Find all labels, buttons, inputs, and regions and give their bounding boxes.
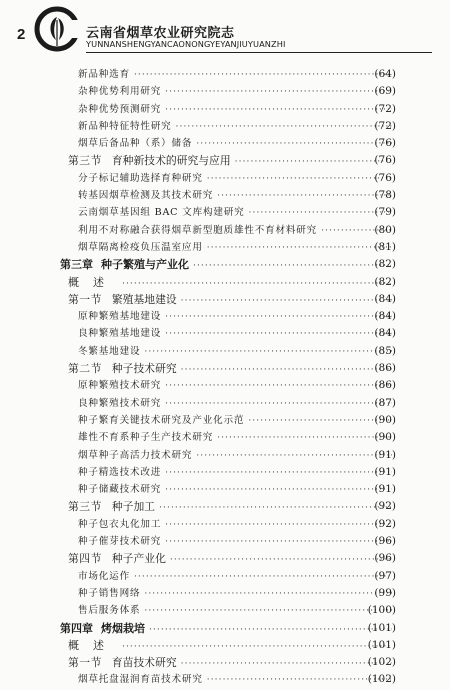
toc-entry-title: 烟草种子高活力技术研究 [78, 449, 193, 461]
dot-leader [165, 465, 392, 482]
toc-entry-page: ( 87 ) [374, 395, 396, 412]
toc-entry-title: 育种新技术的研究与应用 [111, 154, 231, 168]
toc-entry-title: 市场化运作 [78, 570, 130, 582]
toc-entry-number: 第一节 [68, 656, 102, 670]
dot-leader [165, 482, 392, 499]
toc-entry-page: ( 84 ) [374, 291, 396, 308]
toc-entry-title: 种子包衣丸化加工 [78, 518, 162, 530]
toc-entry-page: ( 76 ) [374, 135, 396, 152]
toc-entry-page: ( 90 ) [374, 429, 396, 446]
toc-entry-page: ( 86 ) [374, 360, 396, 377]
toc-overview [0, 637, 450, 654]
toc-entry-number: 第三章 [60, 258, 93, 272]
toc-item [0, 308, 450, 325]
toc-entry-number: 第三节 [68, 154, 102, 168]
dot-leader [207, 171, 392, 188]
toc-section [0, 498, 450, 515]
toc-entry-title: 种子销售网络 [78, 587, 141, 599]
toc-entry-title: 新品种特征特性研究 [78, 120, 172, 132]
toc-item [0, 118, 450, 135]
toc-entry-title: 种子产业化 [111, 552, 166, 566]
toc-entry-title: 良种繁殖技术研究 [78, 397, 162, 409]
toc-chapter [0, 620, 450, 637]
toc-entry-title: 种子催芽技术研究 [78, 536, 162, 548]
dot-leader [144, 586, 392, 603]
toc-entry-number: 第一节 [68, 292, 102, 306]
toc-entry-page: ( 80 ) [374, 222, 396, 239]
dot-leader [144, 603, 392, 620]
toc-entry-page: ( 96 ) [374, 550, 396, 567]
toc-entry-title: 繁殖基地建设 [111, 292, 177, 306]
dot-leader [176, 119, 392, 136]
toc-item [0, 343, 450, 360]
toc-item [0, 516, 450, 533]
toc-section [0, 291, 450, 308]
toc-entry-number: 第三节 [68, 500, 102, 514]
institute-name-cn: 云南省烟草农业研究院志 [86, 26, 235, 41]
toc-entry-title: 烤烟栽培 [101, 621, 145, 635]
toc-entry-page: ( 91 ) [374, 464, 396, 481]
toc-entry-title: 概述 [68, 638, 118, 652]
toc-entry-title: 利用不对称融合获得烟草新型胞质雄性不育材料研究 [78, 224, 318, 236]
dot-leader [196, 448, 392, 465]
toc-entry-page: ( 81 ) [374, 239, 396, 256]
toc-entry-title: 新品种选育 [78, 69, 130, 80]
dot-leader [217, 430, 392, 447]
toc-entry-title: 烟草隔离检疫负压温室应用 [78, 241, 203, 253]
dot-leader [207, 672, 392, 689]
toc-entry-title: 杂种优势预测研究 [78, 103, 162, 115]
toc-entry-page: ( 79 ) [374, 204, 396, 221]
toc-entry-title: 烟草后备品种（系）储备 [78, 138, 193, 150]
toc-entry-page: ( 96 ) [374, 533, 396, 550]
toc-entry-page: ( 76 ) [374, 170, 396, 187]
header-divider [86, 52, 432, 53]
toc-entry-title: 育苗技术研究 [111, 656, 177, 670]
toc-entry-title: 云南烟草基因组 BAC 文库构建研究 [78, 207, 245, 219]
toc-entry-page: ( 82 ) [374, 256, 396, 273]
toc-item [0, 602, 450, 619]
page-header [0, 0, 450, 58]
toc-entry-page: ( 102 ) [368, 671, 396, 688]
toc-item [0, 135, 450, 152]
toc-entry-title: 良种繁殖基地建设 [78, 328, 162, 340]
dot-leader [217, 188, 392, 205]
toc-entry-title: 原种繁殖技术研究 [78, 380, 162, 392]
toc-entry-title: 种子精选技术改进 [78, 466, 162, 478]
dot-leader [165, 84, 392, 101]
toc-item [0, 101, 450, 118]
toc-entry-title: 种子繁殖与产业化 [101, 258, 189, 272]
toc-overview [0, 274, 450, 291]
toc-entry-page: ( 100 ) [368, 602, 396, 619]
page-number: 2 [17, 26, 26, 43]
toc-entry-page: ( 92 ) [374, 498, 396, 515]
toc-item [0, 671, 450, 688]
toc-item [0, 464, 450, 481]
toc-item [0, 429, 450, 446]
toc-entry-title: 种子繁育关键技术研究及产业化示范 [78, 414, 245, 426]
dot-leader [165, 517, 392, 534]
toc-entry-page: ( 101 ) [368, 620, 396, 637]
toc-item [0, 377, 450, 394]
toc-entry-page: ( 82 ) [374, 274, 396, 291]
toc-entry-page: ( 72 ) [374, 101, 396, 118]
dot-leader [165, 102, 392, 119]
dot-leader [249, 205, 392, 222]
toc-entry-title: 种子储藏技术研究 [78, 484, 162, 496]
toc-entry-page: ( 86 ) [374, 377, 396, 394]
institute-logo-icon [34, 6, 80, 52]
dot-leader [165, 326, 392, 343]
toc-item [0, 170, 450, 187]
dot-leader [165, 534, 392, 551]
toc-entry-title: 雄性不育系种子生产技术研究 [78, 432, 214, 444]
toc-section [0, 550, 450, 567]
toc-item [0, 568, 450, 585]
toc-entry-page: ( 92 ) [374, 516, 396, 533]
toc-entry-title: 概述 [68, 275, 118, 289]
dot-leader [144, 344, 392, 361]
toc-item [0, 66, 450, 83]
dot-leader [134, 67, 392, 84]
toc-entry-page: ( 85 ) [374, 343, 396, 360]
dot-leader [165, 378, 392, 395]
toc-entry-title: 种子技术研究 [111, 362, 177, 376]
toc-chapter [0, 256, 450, 273]
dot-leader [165, 396, 392, 413]
toc-section [0, 152, 450, 169]
toc-entry-page: ( 72 ) [374, 118, 396, 135]
toc-entry-page: ( 99 ) [374, 585, 396, 602]
toc-item [0, 325, 450, 342]
toc-entry-title: 杂种优势利用研究 [78, 86, 162, 98]
toc-entry-title: 冬繁基地建设 [78, 345, 141, 357]
dot-leader [207, 240, 392, 257]
toc-entry-number: 第四节 [68, 552, 102, 566]
toc-entry-page: ( 69 ) [374, 83, 396, 100]
toc-entry-page: ( 76 ) [374, 152, 396, 169]
toc-item [0, 481, 450, 498]
toc-entry-page: ( 84 ) [374, 325, 396, 342]
toc-item [0, 204, 450, 221]
toc-item [0, 239, 450, 256]
institute-name-en: YUNNANSHENGYANCAONONGYEYANJIUYUANZHI [86, 39, 286, 49]
toc-entry-title: 种子加工 [111, 500, 156, 514]
toc-entry-number: 第二节 [68, 362, 102, 376]
toc-entry-page: ( 91 ) [374, 447, 396, 464]
toc-entry-page: ( 97 ) [374, 568, 396, 585]
toc-item [0, 447, 450, 464]
toc-item [0, 412, 450, 429]
toc-entry-page: ( 84 ) [374, 308, 396, 325]
toc-entry-title: 售后服务体系 [78, 605, 141, 617]
dot-leader [248, 413, 392, 430]
toc-entry-page: ( 101 ) [368, 637, 396, 654]
toc-entry-page: ( 90 ) [374, 412, 396, 429]
toc-entry-title: 原种繁殖基地建设 [78, 311, 162, 323]
toc-entry-title: 烟草托盘湿润育苗技术研究 [78, 674, 203, 686]
toc-item [0, 187, 450, 204]
toc-entry-page: ( 78 ) [374, 187, 396, 204]
toc-entry-page: ( 91 ) [374, 481, 396, 498]
toc-section [0, 360, 450, 377]
dot-leader [134, 569, 392, 586]
toc-entry-title: 转基因烟草检测及其技术研究 [78, 190, 214, 202]
dot-leader [196, 136, 392, 153]
toc-item [0, 395, 450, 412]
toc-item [0, 585, 450, 602]
toc-entry-page: ( 102 ) [368, 654, 396, 671]
toc-entry-number: 第四章 [60, 621, 93, 635]
toc-item [0, 533, 450, 550]
toc-entry-title: 分子标记辅助选择育种研究 [78, 172, 203, 184]
toc-entry-page: ( 64 ) [374, 66, 396, 83]
dot-leader [165, 309, 392, 326]
toc-item [0, 83, 450, 100]
toc-item [0, 222, 450, 239]
table-of-contents [0, 66, 450, 689]
